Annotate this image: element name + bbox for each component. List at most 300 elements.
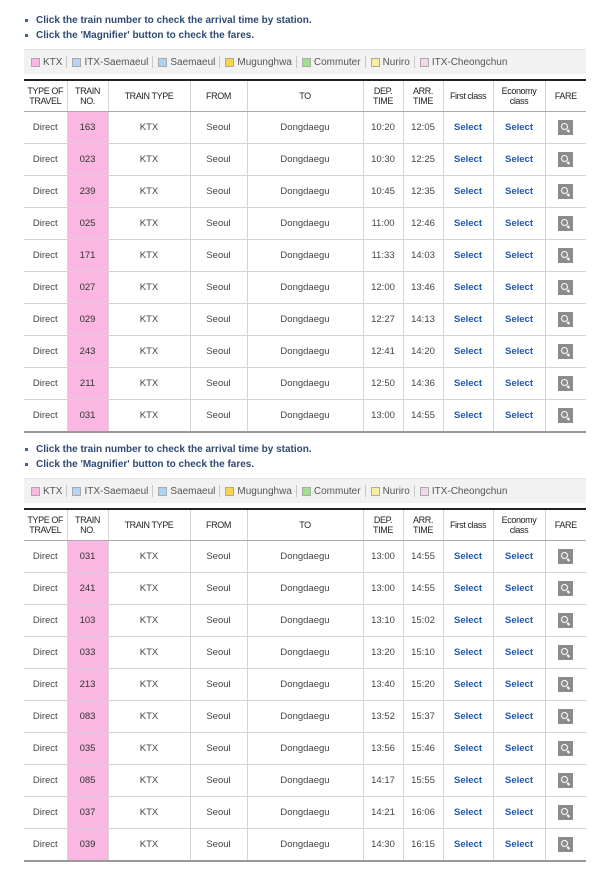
from-station-cell: Seoul bbox=[190, 701, 247, 733]
header-row bbox=[24, 80, 586, 112]
first-class-select-button[interactable]: Select bbox=[454, 378, 482, 389]
train-type-cell: KTX bbox=[108, 176, 190, 208]
economy-class-select-button[interactable]: Select bbox=[505, 679, 533, 690]
to-station-cell: Dongdaegu bbox=[247, 368, 363, 400]
fare-cell bbox=[545, 336, 586, 368]
type-of-travel-cell: Direct bbox=[24, 400, 67, 433]
train-number-link[interactable]: 083 bbox=[67, 701, 108, 733]
legend-swatch bbox=[371, 58, 380, 67]
economy-class-select-button[interactable]: Select bbox=[505, 647, 533, 658]
to-station-cell: Dongdaegu bbox=[247, 240, 363, 272]
first-class-select-button[interactable]: Select bbox=[454, 775, 482, 786]
legend-swatch bbox=[302, 487, 311, 496]
first-class-select-button[interactable]: Select bbox=[454, 583, 482, 594]
legend-separator bbox=[66, 485, 67, 497]
table-row bbox=[24, 176, 586, 208]
to-station-cell: Dongdaegu bbox=[247, 208, 363, 240]
legend-item bbox=[371, 57, 410, 68]
first-class-cell bbox=[443, 829, 493, 862]
departure-time-cell: 13:40 bbox=[363, 669, 403, 701]
train-type-cell: KTX bbox=[108, 669, 190, 701]
train-number-link[interactable]: 025 bbox=[67, 208, 108, 240]
magnifier-icon[interactable] bbox=[558, 120, 573, 135]
to-station-cell: Dongdaegu bbox=[247, 400, 363, 433]
magnifier-icon[interactable] bbox=[558, 184, 573, 199]
economy-class-cell bbox=[493, 176, 545, 208]
legend-label: Commuter bbox=[313, 56, 361, 68]
from-station-cell: Seoul bbox=[190, 765, 247, 797]
economy-class-cell bbox=[493, 765, 545, 797]
magnifier-icon[interactable] bbox=[558, 376, 573, 391]
note-train-number: Click the train number to check the arrival time by station. bbox=[24, 13, 586, 28]
train-number-link[interactable]: 029 bbox=[67, 304, 108, 336]
departure-time-cell: 13:00 bbox=[363, 573, 403, 605]
arrival-time-cell: 14:55 bbox=[403, 400, 443, 433]
legend-item bbox=[420, 57, 508, 68]
first-class-select-button[interactable]: Select bbox=[454, 647, 482, 658]
legend-label: KTX bbox=[43, 485, 63, 497]
from-station-cell: Seoul bbox=[190, 304, 247, 336]
table-row bbox=[24, 637, 586, 669]
economy-class-select-button[interactable]: Select bbox=[505, 346, 533, 357]
legend-label: Commuter bbox=[313, 485, 361, 497]
fare-cell bbox=[545, 701, 586, 733]
arrival-time-cell: 16:06 bbox=[403, 797, 443, 829]
first-class-cell bbox=[443, 733, 493, 765]
economy-class-cell bbox=[493, 701, 545, 733]
type-of-travel-cell: Direct bbox=[24, 304, 67, 336]
from-station-cell: Seoul bbox=[190, 336, 247, 368]
train-type-legend bbox=[24, 49, 586, 74]
economy-class-cell bbox=[493, 605, 545, 637]
legend-separator bbox=[152, 56, 153, 68]
from-station-cell: Seoul bbox=[190, 176, 247, 208]
train-number-link[interactable]: 163 bbox=[67, 112, 108, 144]
magnifier-icon[interactable] bbox=[558, 216, 573, 231]
economy-class-select-button[interactable]: Select bbox=[505, 122, 533, 133]
to-station-cell: Dongdaegu bbox=[247, 176, 363, 208]
legend-item bbox=[31, 486, 62, 497]
magnifier-icon[interactable] bbox=[558, 613, 573, 628]
from-station-cell: Seoul bbox=[190, 400, 247, 433]
economy-class-cell bbox=[493, 637, 545, 669]
economy-class-select-button[interactable]: Select bbox=[505, 378, 533, 389]
economy-class-select-button[interactable]: Select bbox=[505, 583, 533, 594]
train-number-link[interactable]: 243 bbox=[67, 336, 108, 368]
arrival-time-cell: 15:20 bbox=[403, 669, 443, 701]
economy-class-cell bbox=[493, 829, 545, 862]
train-number-link[interactable]: 033 bbox=[67, 637, 108, 669]
arrival-time-cell: 12:46 bbox=[403, 208, 443, 240]
to-station-cell: Dongdaegu bbox=[247, 144, 363, 176]
fare-cell bbox=[545, 541, 586, 573]
table-row bbox=[24, 733, 586, 765]
legend-item bbox=[371, 486, 410, 497]
fare-cell bbox=[545, 208, 586, 240]
economy-class-cell bbox=[493, 400, 545, 433]
economy-class-select-button[interactable]: Select bbox=[505, 410, 533, 421]
economy-class-cell bbox=[493, 797, 545, 829]
first-class-select-button[interactable]: Select bbox=[454, 839, 482, 850]
economy-class-select-button[interactable]: Select bbox=[505, 218, 533, 229]
legend-label: Saemaeul bbox=[170, 56, 216, 68]
magnifier-icon[interactable] bbox=[558, 837, 573, 852]
magnifier-icon[interactable] bbox=[558, 312, 573, 327]
header-dep-time: DEP. TIME bbox=[363, 509, 403, 541]
train-type-cell: KTX bbox=[108, 272, 190, 304]
first-class-select-button[interactable]: Select bbox=[454, 218, 482, 229]
header-economy-class: Economy class bbox=[493, 509, 545, 541]
type-of-travel-cell: Direct bbox=[24, 240, 67, 272]
first-class-cell bbox=[443, 240, 493, 272]
train-number-link[interactable]: 031 bbox=[67, 541, 108, 573]
instruction-notes bbox=[24, 13, 586, 43]
departure-time-cell: 14:17 bbox=[363, 765, 403, 797]
timetable bbox=[24, 508, 586, 862]
first-class-cell bbox=[443, 701, 493, 733]
type-of-travel-cell: Direct bbox=[24, 208, 67, 240]
first-class-cell bbox=[443, 669, 493, 701]
economy-class-select-button[interactable]: Select bbox=[505, 551, 533, 562]
legend-swatch bbox=[158, 58, 167, 67]
departure-time-cell: 11:33 bbox=[363, 240, 403, 272]
magnifier-icon[interactable] bbox=[558, 549, 573, 564]
header-economy-class: Economy class bbox=[493, 80, 545, 112]
header-arr-time: ARR. TIME bbox=[403, 80, 443, 112]
first-class-select-button[interactable]: Select bbox=[454, 615, 482, 626]
train-number-link[interactable]: 085 bbox=[67, 765, 108, 797]
fare-cell bbox=[545, 400, 586, 433]
note-train-number: Click the train number to check the arrival time by station. bbox=[24, 442, 586, 457]
first-class-select-button[interactable]: Select bbox=[454, 743, 482, 754]
first-class-select-button[interactable]: Select bbox=[454, 186, 482, 197]
train-number-link[interactable]: 239 bbox=[67, 176, 108, 208]
first-class-select-button[interactable]: Select bbox=[454, 807, 482, 818]
legend-label: ITX-Cheongchun bbox=[431, 56, 508, 68]
train-number-link[interactable]: 211 bbox=[67, 368, 108, 400]
first-class-cell bbox=[443, 304, 493, 336]
fare-cell bbox=[545, 765, 586, 797]
instruction-notes bbox=[24, 442, 586, 472]
arrival-time-cell: 15:46 bbox=[403, 733, 443, 765]
from-station-cell: Seoul bbox=[190, 829, 247, 862]
to-station-cell: Dongdaegu bbox=[247, 765, 363, 797]
header-first-class: First class bbox=[443, 509, 493, 541]
header-arr-time: ARR. TIME bbox=[403, 509, 443, 541]
arrival-time-cell: 12:05 bbox=[403, 112, 443, 144]
to-station-cell: Dongdaegu bbox=[247, 336, 363, 368]
first-class-select-button[interactable]: Select bbox=[454, 410, 482, 421]
first-class-select-button[interactable]: Select bbox=[454, 551, 482, 562]
legend-swatch bbox=[31, 58, 40, 67]
table-row bbox=[24, 240, 586, 272]
type-of-travel-cell: Direct bbox=[24, 765, 67, 797]
fare-cell bbox=[545, 304, 586, 336]
train-number-link[interactable]: 103 bbox=[67, 605, 108, 637]
arrival-time-cell: 12:35 bbox=[403, 176, 443, 208]
economy-class-cell bbox=[493, 368, 545, 400]
type-of-travel-cell: Direct bbox=[24, 573, 67, 605]
departure-time-cell: 14:30 bbox=[363, 829, 403, 862]
fare-cell bbox=[545, 240, 586, 272]
arrival-time-cell: 14:36 bbox=[403, 368, 443, 400]
legend-label: Mugunghwa bbox=[237, 485, 292, 497]
fare-cell bbox=[545, 144, 586, 176]
table-row bbox=[24, 304, 586, 336]
header-row bbox=[24, 509, 586, 541]
train-type-cell: KTX bbox=[108, 112, 190, 144]
first-class-select-button[interactable]: Select bbox=[454, 154, 482, 165]
legend-item bbox=[158, 486, 215, 497]
economy-class-select-button[interactable]: Select bbox=[505, 250, 533, 261]
fare-cell bbox=[545, 829, 586, 862]
first-class-cell bbox=[443, 573, 493, 605]
arrival-time-cell: 15:10 bbox=[403, 637, 443, 669]
type-of-travel-cell: Direct bbox=[24, 541, 67, 573]
train-type-cell: KTX bbox=[108, 368, 190, 400]
economy-class-select-button[interactable]: Select bbox=[505, 314, 533, 325]
to-station-cell: Dongdaegu bbox=[247, 637, 363, 669]
table-row bbox=[24, 829, 586, 862]
from-station-cell: Seoul bbox=[190, 733, 247, 765]
type-of-travel-cell: Direct bbox=[24, 144, 67, 176]
legend-label: KTX bbox=[43, 56, 63, 68]
train-type-cell: KTX bbox=[108, 336, 190, 368]
header-first-class: First class bbox=[443, 80, 493, 112]
type-of-travel-cell: Direct bbox=[24, 669, 67, 701]
legend-separator bbox=[152, 485, 153, 497]
first-class-select-button[interactable]: Select bbox=[454, 314, 482, 325]
economy-class-select-button[interactable]: Select bbox=[505, 154, 533, 165]
timetable-body bbox=[24, 112, 586, 433]
header-type-of-travel: TYPE OF TRAVEL bbox=[24, 509, 67, 541]
first-class-cell bbox=[443, 400, 493, 433]
from-station-cell: Seoul bbox=[190, 797, 247, 829]
header-from: FROM bbox=[190, 509, 247, 541]
timetable-body bbox=[24, 541, 586, 862]
to-station-cell: Dongdaegu bbox=[247, 541, 363, 573]
train-number-link[interactable]: 027 bbox=[67, 272, 108, 304]
economy-class-cell bbox=[493, 112, 545, 144]
to-station-cell: Dongdaegu bbox=[247, 701, 363, 733]
train-type-cell: KTX bbox=[108, 765, 190, 797]
fare-cell bbox=[545, 669, 586, 701]
departure-time-cell: 13:00 bbox=[363, 400, 403, 433]
legend-item bbox=[31, 57, 62, 68]
economy-class-select-button[interactable]: Select bbox=[505, 839, 533, 850]
timetable bbox=[24, 79, 586, 433]
economy-class-cell bbox=[493, 573, 545, 605]
train-number-link[interactable]: 023 bbox=[67, 144, 108, 176]
magnifier-icon[interactable] bbox=[558, 248, 573, 263]
train-type-cell: KTX bbox=[108, 541, 190, 573]
magnifier-icon[interactable] bbox=[558, 645, 573, 660]
table-row bbox=[24, 605, 586, 637]
first-class-cell bbox=[443, 797, 493, 829]
header-train-no: TRAIN NO. bbox=[67, 80, 108, 112]
train-number-link[interactable]: 037 bbox=[67, 797, 108, 829]
legend-swatch bbox=[31, 487, 40, 496]
fare-cell bbox=[545, 272, 586, 304]
legend-label: ITX-Saemaeul bbox=[84, 56, 149, 68]
legend-separator bbox=[414, 485, 415, 497]
departure-time-cell: 10:30 bbox=[363, 144, 403, 176]
first-class-select-button[interactable]: Select bbox=[454, 250, 482, 261]
table-row bbox=[24, 701, 586, 733]
train-number-link[interactable]: 171 bbox=[67, 240, 108, 272]
header-from: FROM bbox=[190, 80, 247, 112]
legend-item bbox=[158, 57, 215, 68]
legend-swatch bbox=[420, 58, 429, 67]
train-type-cell: KTX bbox=[108, 208, 190, 240]
legend-swatch bbox=[420, 487, 429, 496]
economy-class-cell bbox=[493, 304, 545, 336]
economy-class-select-button[interactable]: Select bbox=[505, 743, 533, 754]
economy-class-cell bbox=[493, 208, 545, 240]
economy-class-cell bbox=[493, 541, 545, 573]
magnifier-icon[interactable] bbox=[558, 408, 573, 423]
train-number-link[interactable]: 039 bbox=[67, 829, 108, 862]
economy-class-select-button[interactable]: Select bbox=[505, 615, 533, 626]
arrival-time-cell: 16:15 bbox=[403, 829, 443, 862]
train-type-cell: KTX bbox=[108, 605, 190, 637]
departure-time-cell: 13:56 bbox=[363, 733, 403, 765]
header-dep-time: DEP. TIME bbox=[363, 80, 403, 112]
legend-label: ITX-Cheongchun bbox=[431, 485, 508, 497]
economy-class-cell bbox=[493, 336, 545, 368]
table-row bbox=[24, 336, 586, 368]
legend-label: Saemaeul bbox=[170, 485, 216, 497]
arrival-time-cell: 15:55 bbox=[403, 765, 443, 797]
economy-class-select-button[interactable]: Select bbox=[505, 186, 533, 197]
economy-class-cell bbox=[493, 272, 545, 304]
table-row bbox=[24, 669, 586, 701]
departure-time-cell: 12:50 bbox=[363, 368, 403, 400]
train-number-link[interactable]: 241 bbox=[67, 573, 108, 605]
header-train-type: TRAIN TYPE bbox=[108, 509, 190, 541]
departure-time-cell: 13:10 bbox=[363, 605, 403, 637]
from-station-cell: Seoul bbox=[190, 573, 247, 605]
table-row bbox=[24, 573, 586, 605]
type-of-travel-cell: Direct bbox=[24, 605, 67, 637]
economy-class-select-button[interactable]: Select bbox=[505, 711, 533, 722]
fare-cell bbox=[545, 637, 586, 669]
first-class-select-button[interactable]: Select bbox=[454, 679, 482, 690]
legend-separator bbox=[219, 485, 220, 497]
magnifier-icon[interactable] bbox=[558, 677, 573, 692]
legend-label: Mugunghwa bbox=[237, 56, 292, 68]
magnifier-icon[interactable] bbox=[558, 773, 573, 788]
departure-time-cell: 12:00 bbox=[363, 272, 403, 304]
table-row bbox=[24, 272, 586, 304]
table-row bbox=[24, 144, 586, 176]
first-class-cell bbox=[443, 208, 493, 240]
first-class-cell bbox=[443, 176, 493, 208]
legend-swatch bbox=[72, 487, 81, 496]
from-station-cell: Seoul bbox=[190, 605, 247, 637]
fare-cell bbox=[545, 176, 586, 208]
legend-separator bbox=[219, 56, 220, 68]
to-station-cell: Dongdaegu bbox=[247, 112, 363, 144]
economy-class-select-button[interactable]: Select bbox=[505, 775, 533, 786]
to-station-cell: Dongdaegu bbox=[247, 573, 363, 605]
from-station-cell: Seoul bbox=[190, 669, 247, 701]
legend-swatch bbox=[302, 58, 311, 67]
legend-label: ITX-Saemaeul bbox=[84, 485, 149, 497]
first-class-cell bbox=[443, 765, 493, 797]
legend-item bbox=[420, 486, 508, 497]
first-class-cell bbox=[443, 368, 493, 400]
first-class-select-button[interactable]: Select bbox=[454, 711, 482, 722]
economy-class-select-button[interactable]: Select bbox=[505, 807, 533, 818]
train-type-legend bbox=[24, 478, 586, 503]
first-class-cell bbox=[443, 112, 493, 144]
first-class-select-button[interactable]: Select bbox=[454, 122, 482, 133]
train-number-link[interactable]: 031 bbox=[67, 400, 108, 433]
legend-item bbox=[302, 57, 361, 68]
type-of-travel-cell: Direct bbox=[24, 112, 67, 144]
first-class-cell bbox=[443, 144, 493, 176]
to-station-cell: Dongdaegu bbox=[247, 272, 363, 304]
magnifier-icon[interactable] bbox=[558, 152, 573, 167]
first-class-cell bbox=[443, 541, 493, 573]
economy-class-select-button[interactable]: Select bbox=[505, 282, 533, 293]
from-station-cell: Seoul bbox=[190, 240, 247, 272]
type-of-travel-cell: Direct bbox=[24, 701, 67, 733]
magnifier-icon[interactable] bbox=[558, 709, 573, 724]
economy-class-cell bbox=[493, 733, 545, 765]
from-station-cell: Seoul bbox=[190, 208, 247, 240]
magnifier-icon[interactable] bbox=[558, 280, 573, 295]
to-station-cell: Dongdaegu bbox=[247, 829, 363, 862]
table-row bbox=[24, 541, 586, 573]
legend-item bbox=[72, 486, 148, 497]
table-row bbox=[24, 765, 586, 797]
train-type-cell: KTX bbox=[108, 637, 190, 669]
arrival-time-cell: 14:55 bbox=[403, 573, 443, 605]
departure-time-cell: 12:41 bbox=[363, 336, 403, 368]
schedule-section-1 bbox=[24, 13, 586, 433]
magnifier-icon[interactable] bbox=[558, 344, 573, 359]
table-row bbox=[24, 368, 586, 400]
from-station-cell: Seoul bbox=[190, 112, 247, 144]
type-of-travel-cell: Direct bbox=[24, 829, 67, 862]
train-type-cell: KTX bbox=[108, 573, 190, 605]
legend-item bbox=[225, 57, 291, 68]
magnifier-icon[interactable] bbox=[558, 581, 573, 596]
legend-swatch bbox=[158, 487, 167, 496]
first-class-cell bbox=[443, 605, 493, 637]
train-number-link[interactable]: 213 bbox=[67, 669, 108, 701]
legend-separator bbox=[414, 56, 415, 68]
from-station-cell: Seoul bbox=[190, 637, 247, 669]
header-fare: FARE bbox=[545, 509, 586, 541]
first-class-select-button[interactable]: Select bbox=[454, 282, 482, 293]
train-number-link[interactable]: 035 bbox=[67, 733, 108, 765]
legend-item bbox=[72, 57, 148, 68]
note-magnifier: Click the 'Magnifier' button to check the fares. bbox=[24, 457, 586, 472]
to-station-cell: Dongdaegu bbox=[247, 733, 363, 765]
magnifier-icon[interactable] bbox=[558, 805, 573, 820]
arrival-time-cell: 15:02 bbox=[403, 605, 443, 637]
legend-separator bbox=[296, 485, 297, 497]
departure-time-cell: 13:20 bbox=[363, 637, 403, 669]
departure-time-cell: 13:52 bbox=[363, 701, 403, 733]
first-class-select-button[interactable]: Select bbox=[454, 346, 482, 357]
magnifier-icon[interactable] bbox=[558, 741, 573, 756]
from-station-cell: Seoul bbox=[190, 272, 247, 304]
first-class-cell bbox=[443, 272, 493, 304]
